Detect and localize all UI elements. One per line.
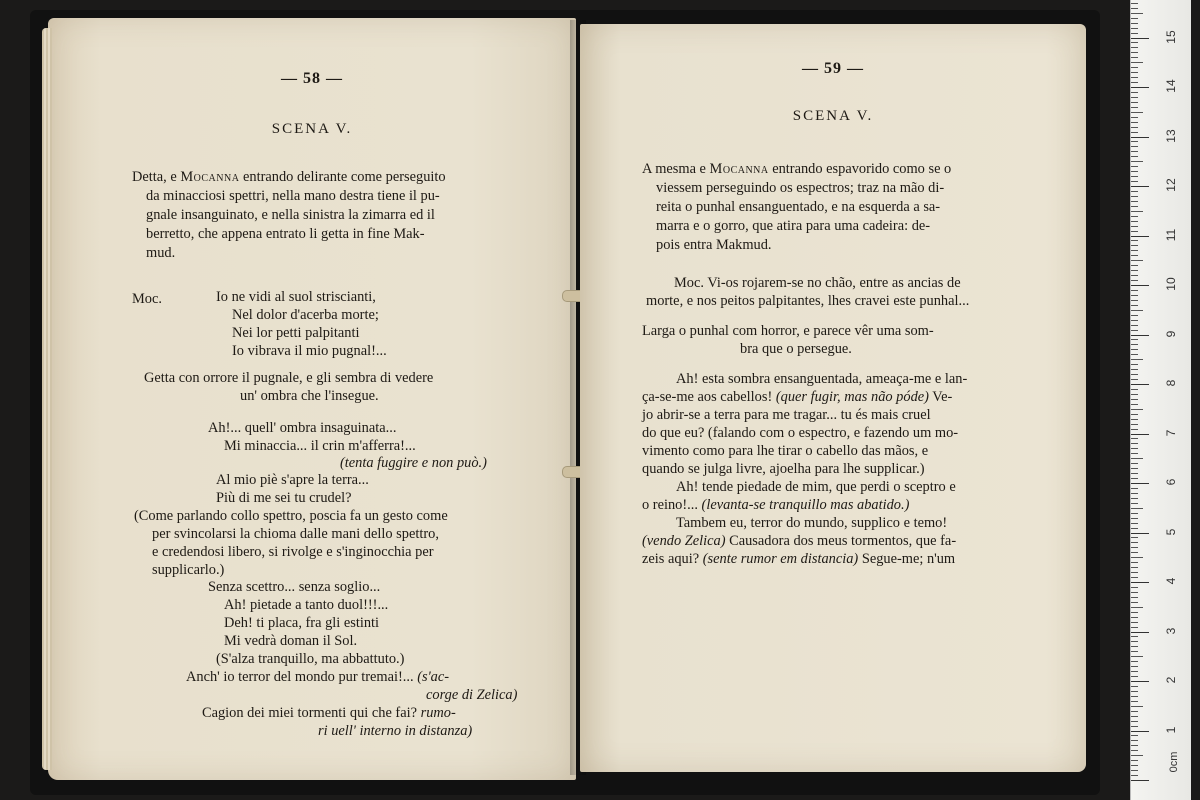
text-line: o reino!... (levanta-se tranquillo mas abatido.) [642,497,910,513]
ruler-tick [1131,359,1143,360]
ruler-tick [1131,755,1143,756]
text-line: berretto, che appena entrato li getta in fine Mak- [146,226,425,242]
ruler-tick [1131,221,1138,222]
text-line: per svincolarsi la chioma dalle mani dello spettro, [152,526,439,542]
ruler-tick [1131,295,1138,296]
ruler-label: 11 [1164,228,1178,241]
ruler-tick [1131,473,1138,474]
text-line: zeis aqui? (sente rumor em distancia) Segue-me; n'um [642,551,956,567]
text-line: do que eu? (falando com o espectro, e fazendo um mo- [642,425,959,441]
ruler-tick [1131,122,1138,123]
ruler-label: 10 [1164,277,1178,291]
ruler-tick [1131,280,1138,281]
left-page-number: — 58 — [281,70,343,87]
ruler-tick [1131,483,1149,484]
text-line: Larga o punhal com horror, e parece vêr uma som- [642,323,934,339]
ruler-tick [1131,62,1143,63]
ruler-tick [1131,42,1138,43]
ruler-tick [1131,330,1138,331]
ruler-tick [1131,533,1149,534]
left-scene-title: SCENA V. [271,121,353,137]
ruler-tick [1131,216,1138,217]
verse-line: Mi minaccia... il crin m'afferra!... [224,438,416,454]
ruler-tick [1131,364,1138,365]
text-line: e credendosi libero, si rivolge e s'inginocchia per [152,544,434,560]
verse-line: ri uell' interno in distanza) [318,723,473,739]
ruler-tick [1131,632,1149,633]
text-line: supplicarlo.) [152,562,225,578]
ruler-tick [1131,617,1138,618]
ruler-tick [1131,443,1138,444]
ruler-tick [1131,245,1138,246]
ruler-tick [1131,344,1138,345]
ruler-label: 8 [1164,379,1178,387]
ruler-tick [1131,681,1149,682]
ruler-tick [1131,112,1143,113]
verse-line: Deh! ti placa, fra gli estinti [224,615,380,631]
ruler-tick [1131,740,1138,741]
text-line: gnale insanguinato, e nella sinistra la zimarra ed il [146,207,435,223]
ruler-tick [1131,503,1138,504]
ruler-tick [1131,651,1138,652]
ruler-tick [1131,760,1138,761]
text-line: Getta con orrore il pugnale, e gli sembra di vedere [144,370,434,386]
ruler-tick [1131,622,1138,623]
ruler-tick [1131,231,1138,232]
text-line: reita o punhal ensanguentado, e na esquerda a sa- [656,199,941,215]
ruler-tick [1131,780,1149,781]
ruler-tick [1131,735,1138,736]
ruler-tick [1131,166,1138,167]
ruler-tick [1131,686,1138,687]
verse-line: Senza scettro... senza soglio... [208,579,381,595]
ruler-tick [1131,414,1138,415]
text-line: viessem perseguindo os espectros; traz na mão di- [656,180,945,196]
ruler-tick [1131,384,1149,385]
verse-line: Io ne vidi al suol striscianti, [216,289,376,305]
ruler-tick [1131,67,1138,68]
text-line: vimento como para lhe tirar o cabello das mãos, e [642,443,929,459]
ruler-tick [1131,404,1138,405]
ruler-tick [1131,463,1138,464]
ruler-label: 7 [1164,429,1178,436]
ruler-tick [1131,275,1138,276]
ruler-tick [1131,587,1138,588]
text-line: A mesma e Mocanna entrando espavorido como se o [642,161,952,177]
ruler-tick [1131,72,1138,73]
ruler-tick [1131,240,1138,241]
ruler-tick [1131,394,1138,395]
ruler-tick [1131,493,1138,494]
ruler-tick [1131,33,1138,34]
ruler-tick [1131,612,1138,613]
speaker-label: Moc. [132,291,162,307]
ruler-tick [1131,453,1138,454]
ruler-tick [1131,339,1138,340]
ruler-tick [1131,661,1138,662]
ruler-tick [1131,721,1138,722]
verse-line: (tenta fuggire e non può.) [340,455,487,471]
ruler-tick [1131,726,1138,727]
text-line: ça-se-me aos cabellos! (quer fugir, mas não póde) Ve- [642,389,953,405]
ruler-label: 15 [1164,29,1178,44]
ruler-tick [1131,38,1149,39]
right-page [580,24,1086,772]
text-line: (Come parlando collo spettro, poscia fa un gesto come [134,508,448,524]
ruler-tick [1131,562,1138,563]
verse-line: Mi vedrà doman il Sol. [224,633,358,649]
ruler-tick [1131,646,1138,647]
ruler-tick [1131,132,1138,133]
ruler-tick [1131,146,1138,147]
ruler-label: 1 [1164,726,1178,733]
ruler-tick [1131,171,1138,172]
ruler-label: 2 [1164,676,1178,684]
ruler-tick [1131,429,1138,430]
measurement-ruler [1130,0,1191,800]
text-line: pois entra Makmud. [656,237,772,253]
ruler-tick [1131,156,1138,157]
right-page-number: — 59 — [802,60,864,77]
ruler-tick [1131,745,1138,746]
ruler-tick [1131,52,1138,53]
ruler-tick [1131,23,1138,24]
right-scene-title: SCENA V. [792,108,874,124]
ruler-tick [1131,547,1138,548]
ruler-tick [1131,87,1149,88]
text-line: Tambem eu, terror do mundo, supplico e temo! [676,515,948,531]
text-line: morte, e nos peitos palpitantes, lhes cravei este punhal... [646,293,970,309]
ruler-tick [1131,567,1138,568]
ruler-tick [1131,424,1138,425]
ruler-tick [1131,325,1138,326]
ruler-tick [1131,528,1138,529]
ruler-tick [1131,666,1138,667]
text-line: marra e o gorro, que atira para uma cadeira: de- [656,218,931,234]
ruler-tick [1131,117,1138,118]
verse-line: Al mio piè s'apre la terra... [216,472,369,488]
ruler-tick [1131,310,1143,311]
ruler-tick [1131,627,1138,628]
ruler-label: 13 [1164,128,1178,143]
ruler-label: 3 [1164,627,1178,634]
verse-line: Nel dolor d'acerba morte; [232,307,379,323]
ruler-tick [1131,8,1138,9]
ruler-tick [1131,468,1138,469]
ruler-tick [1131,478,1138,479]
ruler-tick [1131,419,1138,420]
verse-line: Ah!... quell' ombra insaguinata... [208,420,397,436]
verse-line: Nei lor petti palpitanti [232,325,360,341]
ruler-tick [1131,18,1138,19]
ruler-tick [1131,191,1138,192]
ruler-tick [1131,354,1138,355]
ruler-tick [1131,349,1138,350]
ruler-tick [1131,691,1138,692]
ruler-tick [1131,320,1138,321]
ruler-tick [1131,211,1143,212]
ruler-tick [1131,518,1138,519]
ruler-tick [1131,582,1149,583]
ruler-tick [1131,97,1138,98]
text-line: Moc. Vi-os rojarem-se no chão, entre as ancias de [674,275,961,291]
text-line: da minacciosi spettri, nella mano destra tiene il pu- [146,188,440,204]
ruler-tick [1131,488,1138,489]
ruler-label: 0cm [1168,751,1180,773]
text-line: Detta, e Mocanna entrando delirante come perseguito [132,169,446,185]
ruler-tick [1131,285,1149,286]
verse-line: corge di Zelica) [426,687,518,703]
ruler-tick [1131,102,1138,103]
ruler-tick [1131,498,1138,499]
ruler-tick [1131,255,1138,256]
ruler-tick [1131,206,1138,207]
ruler-label: 12 [1164,178,1178,192]
ruler-tick [1131,557,1143,558]
ruler-tick [1131,137,1149,138]
text-line: un' ombra che l'insegue. [240,388,379,404]
ruler-tick [1131,181,1138,182]
ruler-tick [1131,711,1138,712]
verse-line: Cagion dei miei tormenti qui che fai? rumo- [202,705,456,721]
ruler-tick [1131,315,1138,316]
ruler-tick [1131,656,1143,657]
ruler-label: 14 [1164,79,1178,93]
ruler-label: 4 [1164,577,1178,585]
ruler-tick [1131,434,1149,435]
ruler-tick [1131,335,1149,336]
ruler-tick [1131,300,1138,301]
ruler-tick [1131,374,1138,375]
ruler-tick [1131,636,1138,637]
ruler-label: 9 [1164,330,1178,337]
ruler-tick [1131,706,1143,707]
ruler-tick [1131,696,1138,697]
ruler-tick [1131,537,1138,538]
ruler-tick [1131,577,1138,578]
ruler-tick [1131,82,1138,83]
left-page [48,18,576,780]
ruler-tick [1131,399,1138,400]
text-line: Ah! esta sombra ensanguentada, ameaça-me e lan- [676,371,968,387]
ruler-tick [1131,775,1138,776]
ruler-tick [1131,607,1143,608]
ruler-tick [1131,389,1138,390]
ruler-tick [1131,151,1138,152]
ruler-tick [1131,379,1138,380]
verse-line: Io vibrava il mio pugnal!... [232,343,387,359]
verse-line: Ah! pietade a tanto duol!!!... [224,597,389,613]
ruler-tick [1131,513,1138,514]
ruler-tick [1131,13,1143,14]
ruler-tick [1131,765,1138,766]
ruler-tick [1131,602,1138,603]
text-line: (vendo Zelica) Causadora dos meus tormentos, que fa- [642,533,957,549]
ruler-tick [1131,226,1138,227]
text-line: jo abrir-se a terra para me tragar... tu és mais cruel [642,407,931,423]
ruler-tick [1131,542,1138,543]
text-line: mud. [146,245,176,261]
ruler-tick [1131,770,1138,771]
ruler-tick [1131,107,1138,108]
ruler-tick [1131,597,1138,598]
ruler-tick [1131,260,1143,261]
ruler-tick [1131,47,1138,48]
ruler-tick [1131,438,1138,439]
ruler-tick [1131,176,1138,177]
ruler-tick [1131,676,1138,677]
ruler-tick [1131,270,1138,271]
page-edges [42,28,52,770]
ruler-tick [1131,448,1138,449]
ruler-tick [1131,641,1138,642]
ruler-tick [1131,28,1138,29]
ruler-tick [1131,290,1138,291]
ruler-tick [1131,701,1138,702]
ruler-tick [1131,716,1138,717]
ruler-label: 5 [1164,528,1178,535]
text-line: Ah! tende piedade de mim, que perdi o sceptro e [676,479,956,495]
ruler-tick [1131,523,1138,524]
ruler-tick [1131,731,1149,732]
ruler-tick [1131,265,1138,266]
ruler-tick [1131,552,1138,553]
verse-line: Più di me sei tu crudel? [216,490,352,506]
ruler-tick [1131,161,1143,162]
verse-line: Anch' io terror del mondo pur tremai!... (s'ac- [186,669,450,685]
ruler-tick [1131,236,1149,237]
ruler-tick [1131,127,1138,128]
ruler-tick [1131,572,1138,573]
ruler-tick [1131,141,1138,142]
ruler-tick [1131,409,1143,410]
ruler-tick [1131,201,1138,202]
ruler-tick [1131,250,1138,251]
ruler-tick [1131,3,1138,4]
ruler-label: 6 [1164,478,1178,486]
ruler-tick [1131,92,1138,93]
text-line: quando se julga livre, ajoelha para lhe supplicar.) [642,461,925,477]
text-line: bra que o persegue. [740,341,852,357]
ruler-tick [1131,369,1138,370]
ruler-tick [1131,671,1138,672]
ruler-tick [1131,77,1138,78]
ruler-tick [1131,592,1138,593]
ruler-tick [1131,186,1149,187]
ruler-tick [1131,458,1143,459]
ruler-tick [1131,57,1138,58]
ruler-tick [1131,750,1138,751]
ruler-tick [1131,305,1138,306]
ruler-tick [1131,508,1143,509]
ruler-tick [1131,196,1138,197]
verse-line: (S'alza tranquillo, ma abbattuto.) [216,651,405,667]
